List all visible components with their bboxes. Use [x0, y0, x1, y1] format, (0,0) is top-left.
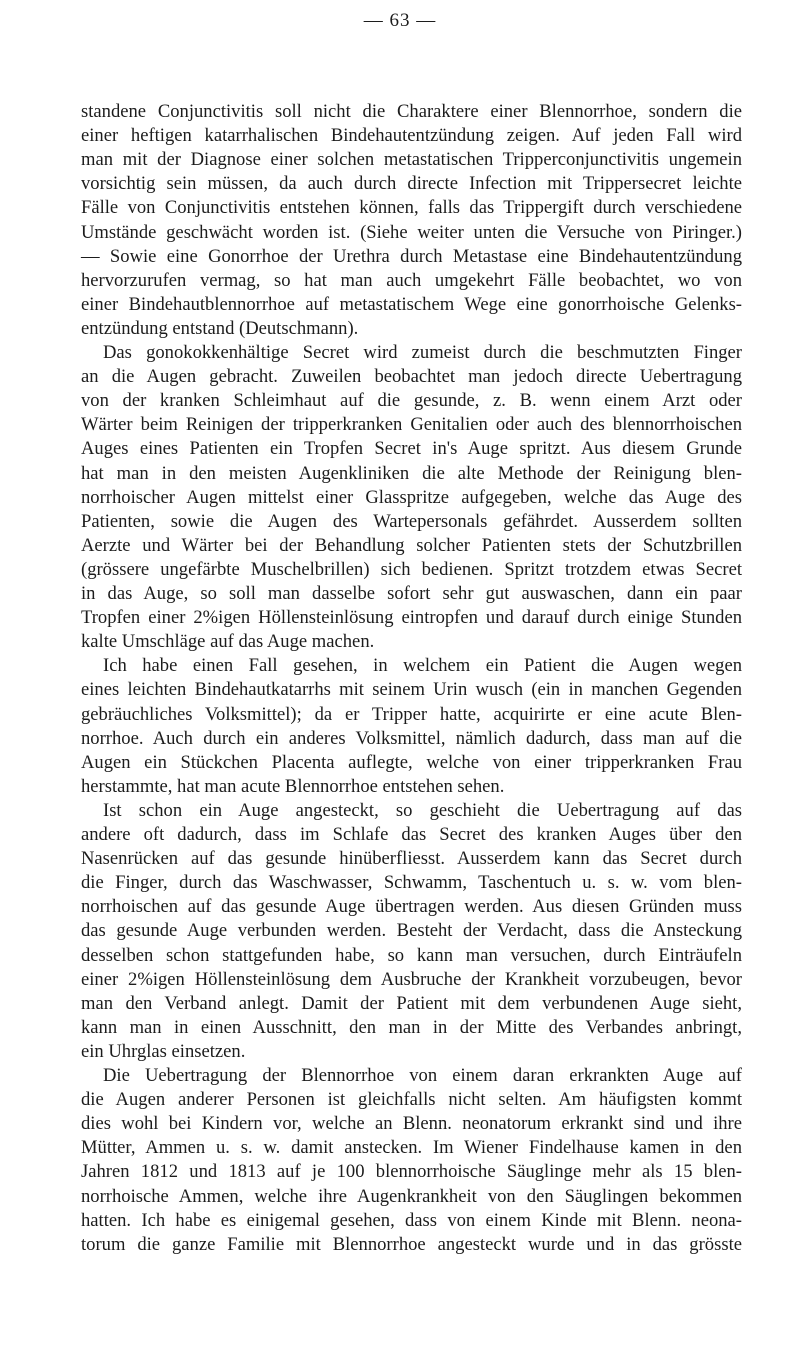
text-line: man mit der Diagnose einer solchen metastatischen Tripperconjunctivitis ungemein — [81, 149, 742, 171]
text-line: Aerzte und Wärter bei der Behandlung solcher Patienten stets der Schutzbrillen — [81, 534, 742, 556]
text-line: in das Auge, so soll man dasselbe sofort sehr gut auswaschen, dann ein paar — [81, 583, 742, 604]
text-line: das gesunde Auge verbunden werden. Besteht der Verdacht, dass die Ansteckung — [81, 920, 742, 942]
text-line: hervorzurufen vermag, so hat man auch umgekehrt Fälle beobachtet, wo von — [81, 269, 742, 291]
text-line: Jahren 1812 und 1813 auf je 100 blennorrhoische Säuglinge mehr als 15 blen- — [81, 1161, 742, 1183]
text-line: norrhoischen auf das gesunde Auge übertragen werden. Aus diesen Gründen muss — [81, 896, 742, 918]
text-line: kalte Umschläge auf das Auge machen. — [81, 631, 375, 653]
text-line: Wärter beim Reinigen der tripperkranken Genitalien oder auch des blennorrhoischen — [81, 414, 742, 436]
text-line: Das gonokokkenhältige Secret wird zumeist durch die beschmutzten Finger — [103, 342, 742, 363]
text-line: an die Augen gebracht. Zuweilen beobachtet man jedoch directe Uebertragung — [81, 366, 742, 388]
text-line: ein Uhrglas einsetzen. — [81, 1040, 246, 1062]
text-line: Auges eines Patienten ein Tropfen Secret in's Auge spritzt. Aus diesem Grunde — [81, 438, 742, 460]
text-line: kann man in einen Ausschnitt, den man in der Mitte des Verbandes anbringt, — [81, 1016, 742, 1038]
text-line: Patienten, sowie die Augen des Wartepersonals gefährdet. Ausserdem sollten — [81, 510, 742, 532]
text-line: vorsichtig sein müssen, da auch durch directe Infection mit Trippersecret leichte — [81, 173, 742, 195]
text-line: von der kranken Schleimhaut auf die gesunde, z. B. wenn einem Arzt oder — [81, 390, 742, 412]
text-line: Tropfen einer 2%igen Höllensteinlösung eintropfen und darauf durch einige Stunden — [81, 607, 742, 629]
text-line: die Finger, durch das Waschwasser, Schwamm, Taschentuch u. s. w. vom blen- — [81, 872, 742, 894]
text-line: gebräuchliches Volksmittel); da er Tripper hatte, acquirirte er eine acute Blen- — [81, 703, 742, 725]
text-line: dies wohl bei Kindern vor, welche an Blenn. neonatorum erkrankt sind und ihre — [81, 1113, 742, 1135]
text-line: entzündung entstand (Deutschmann). — [81, 317, 359, 339]
text-line: herstammte, hat man acute Blennorrhoe entstehen sehen. — [81, 775, 505, 797]
text-line: Nasenrücken auf das gesunde hinüberfliesst. Ausserdem kann das Secret durch — [81, 848, 742, 870]
text-line: man den Verband anlegt. Damit der Patient mit dem verbundenen Auge sieht, — [81, 992, 742, 1014]
text-line: norrhoische Ammen, welche ihre Augenkrankheit von den Säuglingen bekommen — [81, 1185, 742, 1207]
text-line: hatten. Ich habe es einigemal gesehen, dass von einem Kinde mit Blenn. neona- — [81, 1209, 742, 1231]
text-line: — Sowie eine Gonorrhoe der Urethra durch Metastase eine Bindehautentzündung — [81, 245, 742, 267]
text-line: Umstände geschwächt worden ist. (Siehe weiter unten die Versuche von Piringer.) — [81, 221, 742, 243]
text-line: einer Bindehautblennorrhoe auf metastatischem Wege eine gonorrhoische Gelenks- — [81, 293, 742, 315]
text-line: torum die ganze Familie mit Blennorrhoe angesteckt wurde und in das grösste — [81, 1233, 742, 1255]
text-line: Augen ein Stückchen Placenta auflegte, welche von einer tripperkranken Frau — [81, 751, 742, 773]
text-line: (grössere ungefärbte Muschelbrillen) sich bedienen. Spritzt trotzdem etwas Secret — [81, 558, 742, 580]
text-line: eines leichten Bindehautkatarrhs mit seinem Urin wusch (ein in manchen Gegenden — [81, 679, 742, 701]
text-line: norrhoischer Augen mittelst einer Glasspritze aufgegeben, welche das Auge des — [81, 486, 742, 508]
text-line: norrhoe. Auch durch ein anderes Volksmittel, nämlich dadurch, dass man auf die — [81, 727, 742, 749]
text-line: einer 2%igen Höllensteinlösung dem Ausbruche der Krankheit vorzubeugen, bevor — [81, 968, 742, 990]
text-line: einer heftigen katarrhalischen Bindehautentzündung zeigen. Auf jeden Fall wird — [81, 125, 742, 147]
text-line: Ich habe einen Fall gesehen, in welchem ein Patient die Augen wegen — [103, 655, 742, 677]
text-line: Die Uebertragung der Blennorrhoe von einem daran erkrankten Auge auf — [103, 1065, 742, 1086]
text-line: standene Conjunctivitis soll nicht die Charaktere einer Blennorrhoe, sondern die — [81, 101, 742, 122]
text-line: desselben schon stattgefunden habe, so kann man versuchen, durch Einträufeln — [81, 944, 742, 966]
text-line: die Augen anderer Personen ist gleichfalls nicht selten. Am häufigsten kommt — [81, 1089, 742, 1111]
text-line: Ist schon ein Auge angesteckt, so geschieht die Uebertragung auf das — [103, 799, 742, 821]
text-line: Mütter, Ammen u. s. w. damit anstecken. Im Wiener Findelhause kamen in den — [81, 1137, 742, 1159]
text-line: Fälle von Conjunctivitis entstehen können, falls das Trippergift durch verschiedene — [81, 197, 742, 219]
text-line: hat man in den meisten Augenkliniken die alte Methode der Reinigung blen- — [81, 462, 742, 484]
page-number: — 63 — — [363, 10, 437, 31]
text-line: andere oft dadurch, dass im Schlafe das Secret des kranken Auges über den — [81, 824, 742, 845]
